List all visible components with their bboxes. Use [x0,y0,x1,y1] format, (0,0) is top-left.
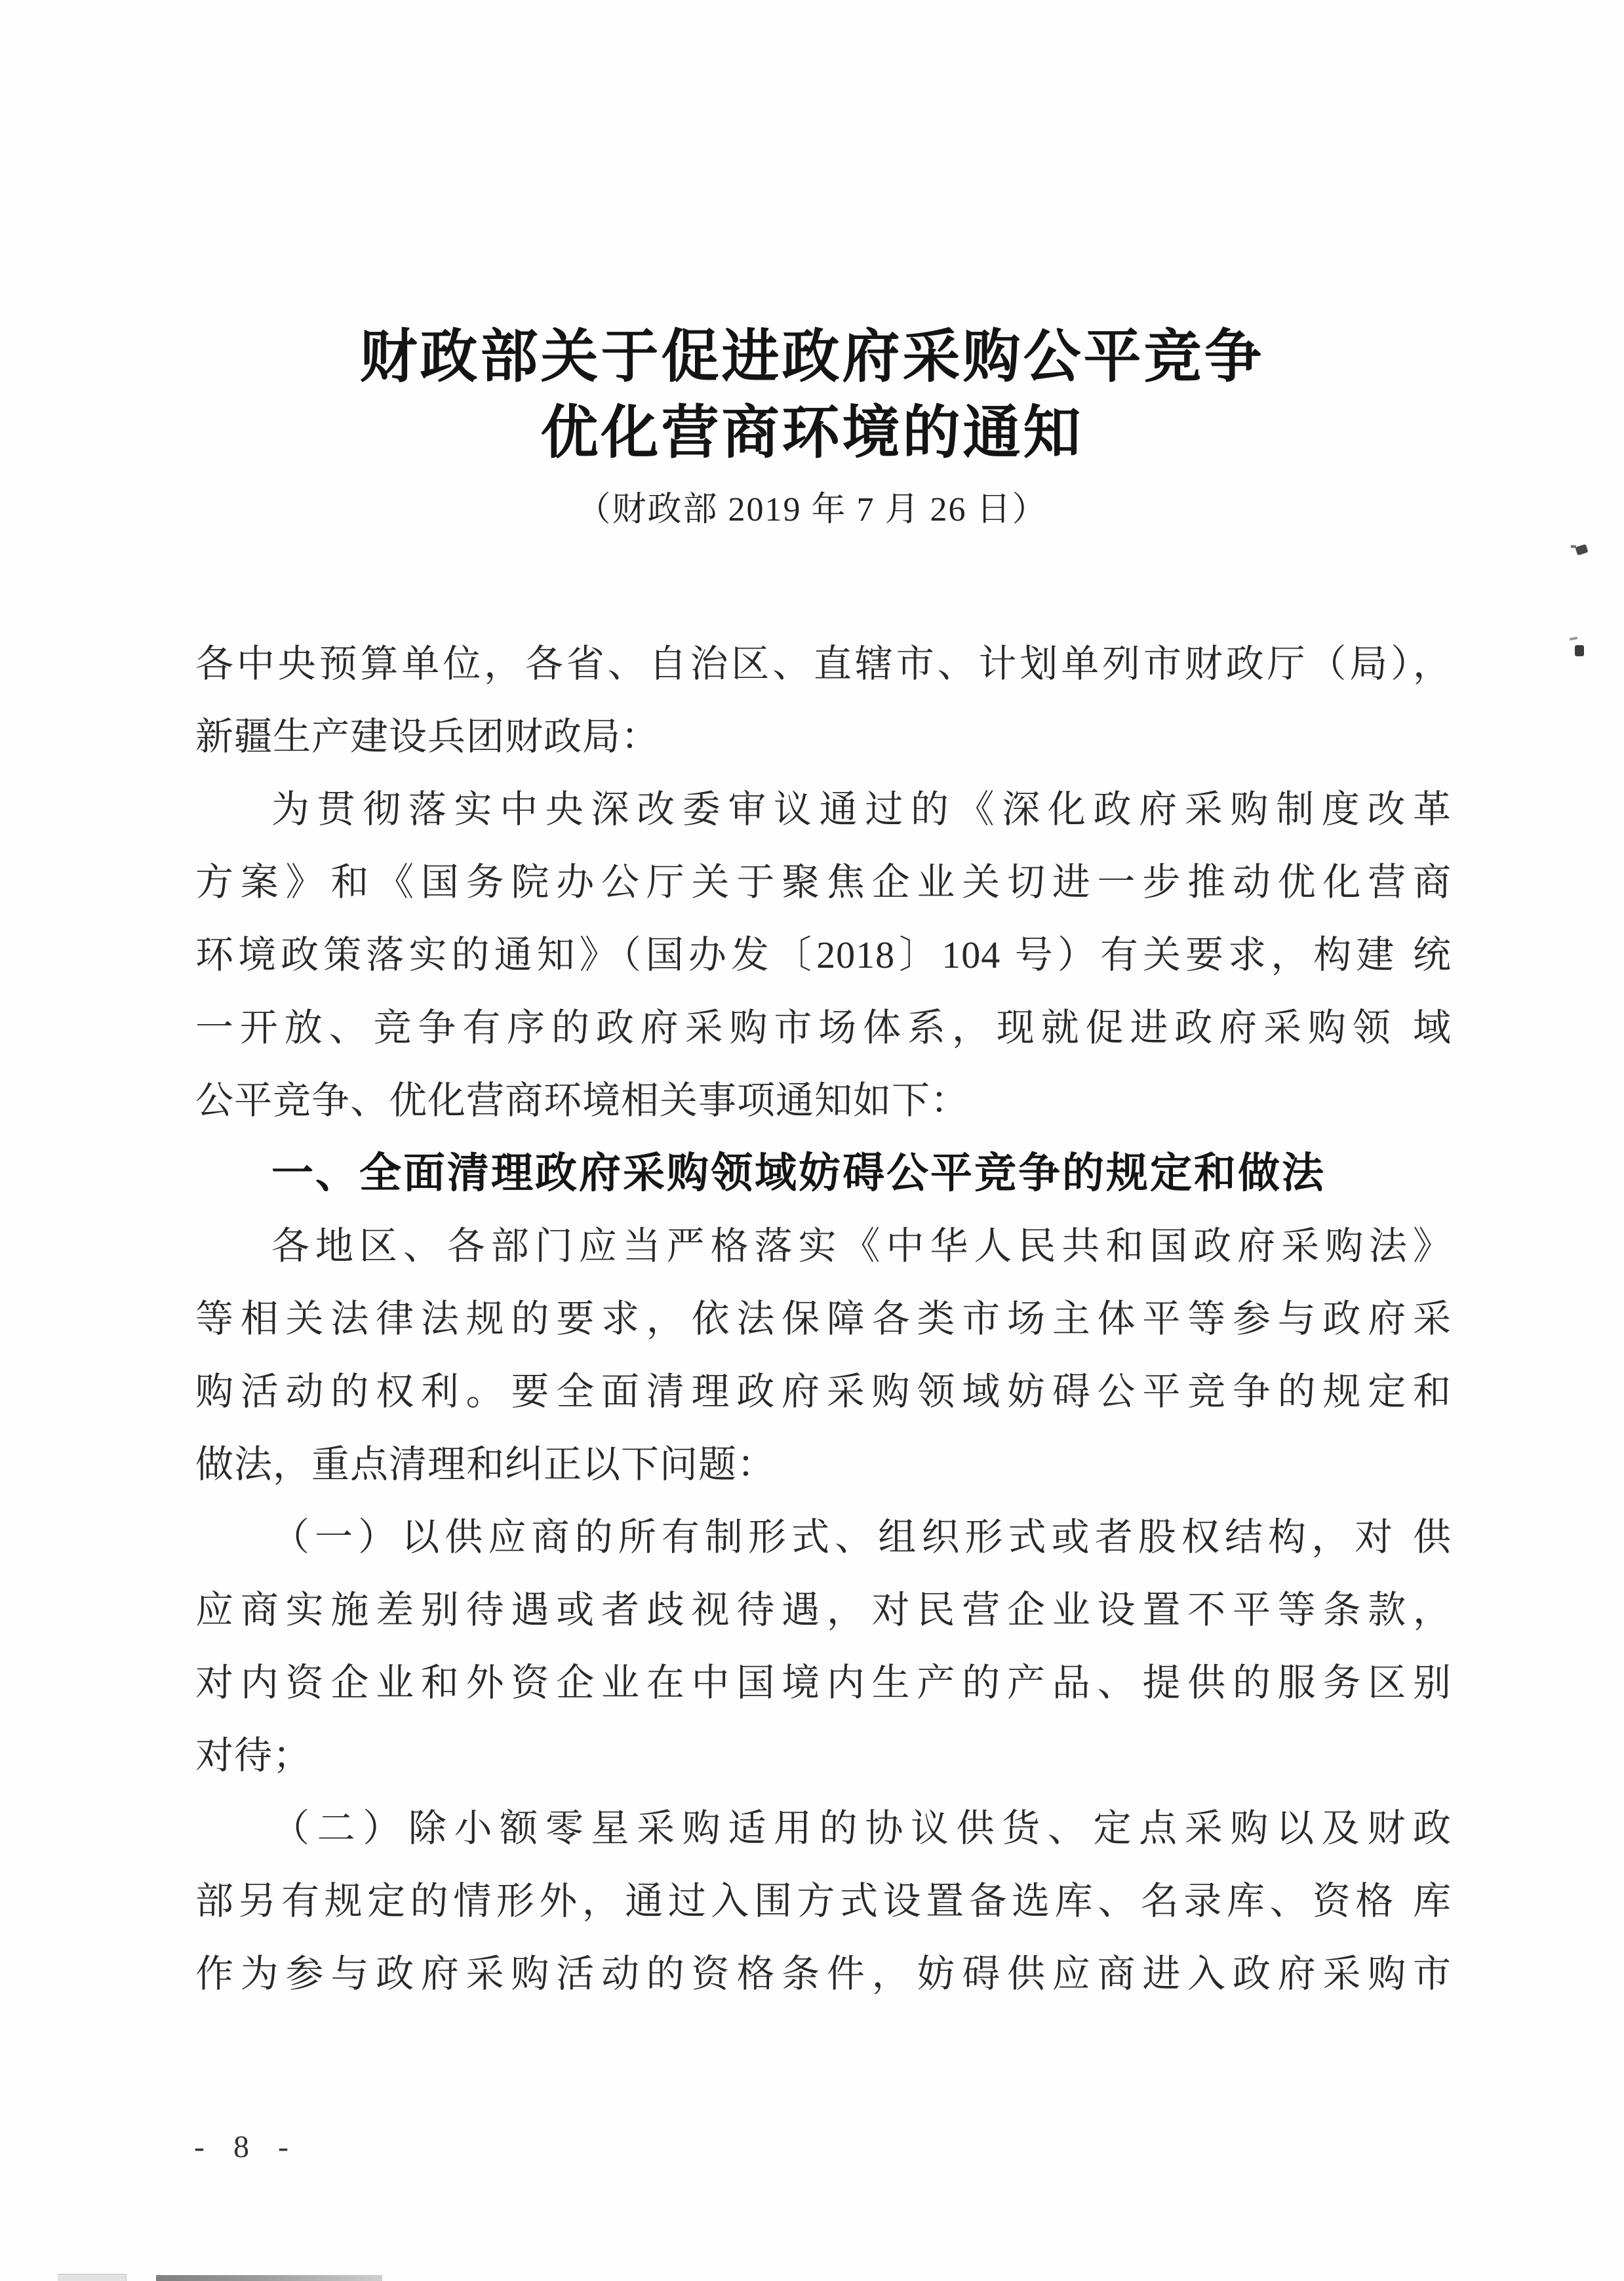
page-number: - 8 - [194,2130,299,2164]
body-line: 部另有规定的情形外，通过入围方式设置备选库、名录库、资格 库 [195,1880,1452,1922]
scan-smudge-artifact [58,2274,127,2281]
body-line: 公平竞争、优化营商环境相关事项通知如下： [195,1079,970,1122]
document-body [195,627,1452,2010]
body-line: 一开放、竞争有序的政府采购市场体系，现就促进政府采购领 域 [195,1006,1452,1049]
document-title-line-2: 优化营商环境的通知 [540,400,1084,465]
section-heading: 一、全面清理政府采购领域妨碍公平竞争的规定和做法 [271,1149,1326,1197]
body-line: 为贯彻落实中央深改委审议通过的《深化政府采购制度改革 [271,788,1452,831]
body-line: （二）除小额零星采购适用的协议供货、定点采购以及财政 [271,1807,1452,1850]
body-line: （一）以供应商的所有制形式、组织形式或者股权结构，对 供 [271,1516,1452,1558]
scan-speck-artifact [1575,544,1588,556]
body-line: 等相关法律法规的要求，依法保障各类市场主体平等参与政府采 [195,1298,1452,1340]
scan-smudge-artifact [156,2275,382,2281]
document-title-line-1: 财政部关于促进政府采购公平竞争 [359,324,1265,389]
body-line: 对内资企业和外资企业在中国境内生产的产品、提供的服务区别 [195,1661,1452,1704]
body-line: 作为参与政府采购活动的资格条件，妨碍供应商进入政府采购市 [195,1953,1452,1995]
scan-speck-artifact [1575,645,1584,656]
body-line: 新疆生产建设兵团财政局： [195,715,660,758]
body-line: 应商实施差别待遇或者歧视待遇，对民营企业设置不平等条款， [195,1589,1452,1631]
body-line: 做法，重点清理和纠正以下问题： [195,1443,776,1486]
body-line: 环境政策落实的通知》（国办发〔2018〕104 号）有关要求，构建 统 [195,934,1452,976]
body-line: 购活动的权利。要全面清理政府采购领域妨碍公平竞争的规定和 [195,1370,1452,1413]
body-line: 各地区、各部门应当严格落实《中华人民共和国政府采购法》 [271,1225,1452,1267]
body-line: 对待； [195,1734,312,1777]
body-line: 方案》和《国务院办公厅关于聚焦企业关切进一步推动优化营商 [195,861,1452,903]
body-line: 各中央预算单位，各省、自治区、直辖市、计划单列市财政厅（局）， [195,643,1452,685]
document-subtitle-issuer-date: （财政部 2019 年 7 月 26 日） [576,491,1048,528]
